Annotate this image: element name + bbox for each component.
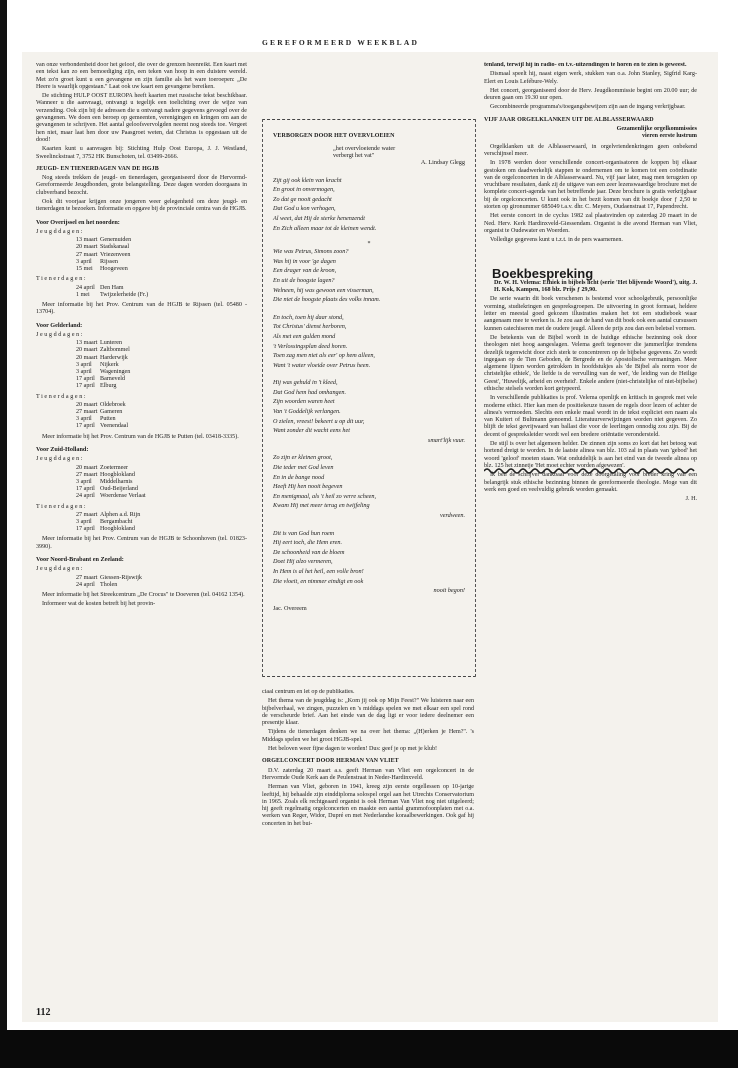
place: Barneveld [100, 376, 126, 383]
date-row [76, 266, 247, 273]
motto-line: verbergt het vat" [333, 151, 375, 159]
stanza [273, 378, 465, 445]
date-row [76, 237, 247, 244]
date: 17 april [76, 383, 95, 390]
poem-line: Zo zijn er kleinen groot, [273, 454, 333, 462]
date-list [76, 340, 247, 390]
date-row [76, 347, 247, 354]
jeugd-label: Jeugddagen: [36, 456, 85, 463]
date-row [76, 423, 247, 430]
date: 20 maart [76, 401, 98, 408]
date-row [76, 292, 247, 299]
date: 13 maart [76, 340, 98, 347]
page-number: 112 [36, 1007, 51, 1018]
section-subtitle: vieren eerste lustrum [641, 133, 697, 140]
poem-line: Al weet, dat Hij de sterke henenzendt [273, 214, 365, 222]
date: 27 maart [76, 511, 98, 518]
paragraph: Kaarten kunt u aanvragen bij: Stichting Hulp Oost Europa, J. J. Westland, Sweelinckstraat 7, 3752 HK Bunschoten, tel. 03499-2666. [36, 146, 247, 160]
date-row [76, 575, 247, 582]
review-title: Boekbespreking [492, 265, 594, 281]
stanza-end: nooit begon! [433, 587, 465, 595]
place: Twijzelerheide (Fr.) [100, 291, 149, 298]
date-row [76, 376, 247, 383]
stanza [273, 176, 465, 234]
date-row [76, 362, 247, 369]
page-header: GEREFORMEERD WEEKBLAD [262, 38, 420, 47]
poem-line: Zijn woorden waren heet [273, 398, 335, 406]
place: Woerdense Verlaat [100, 493, 146, 500]
date-row [76, 479, 247, 486]
poem-line: Hij was gehuld in 't kleed, [273, 379, 338, 387]
paragraph: De stijl is over het algemeen helder. De zinnen zijn soms zo kort dat het betoog wat hortend dreigt te worden. In de laatste alinea van blz. 103 zal in plaats van 'gebod' het woord 'geloof' moeten staan. Wat onduidelijk is aan het eind van de tweede alinea op blz. 125 het zinnetje 'Het moet echter worden afgewezen'. [484, 441, 697, 469]
date: 3 april [76, 361, 92, 368]
poem-line: En Zich alleen maar tot de kleinen wendt. [273, 224, 377, 232]
poem-line: 't Verlossingsplan deed horen. [273, 342, 348, 350]
review-signature: J. H. [685, 496, 697, 503]
place: Gameren [100, 409, 123, 416]
poem-line: Doet Hij alzo vermeren, [273, 558, 333, 566]
date: 17 april [76, 376, 95, 383]
date-row [76, 486, 247, 493]
date-row [76, 252, 247, 259]
poem-line: O zielen, vreest! bekeert u op dit uur, [273, 417, 365, 425]
motto-line: „het overvloeiende water [333, 144, 396, 152]
date: 3 april [76, 478, 92, 485]
date: 17 april [76, 486, 95, 493]
section-subtitle: Gezamenlijke orgelkommissies [616, 126, 697, 133]
paragraph: Herman van Vliet, geboren in 1941, kreeg zijn eerste orgellessen op 10-jarige leeftijd, hij behaalde zijn einddiploma solospel orgel aan het Utrechts Conservatorium in 1965. Zoals elk rechtgeaard organist is ook Herman Van Vliet nog niet uitgeleerd; hij geeft regelmatig orgelconcerten en maakte een aantal grammofoonplaten met o.a. werken van Reger, Widor, Dupré en met Nederlandse koraalbewerkingen. Ook gaf hij concerten in het bui- [262, 784, 474, 827]
motto-source: A. Lindsay Glegg [420, 158, 465, 166]
place: Vriezenveen [100, 251, 131, 258]
stanza [273, 313, 465, 371]
date-row [76, 383, 247, 390]
place: Alphen a.d. Rijn [100, 511, 141, 518]
paragraph: Het thema van de jeugddag is: „Kom jij ook op Mijn Feest?" We luisteren naar een bijbelverhaal, we zingen, puzzelen en 's middags spelen we met elkaar een spel rond de verscheurde brief. Aan het einde van de dag ligt er voor iedere deelnemer een presentje klaar. [262, 698, 474, 727]
date-list [76, 465, 247, 501]
place: Hoogblokland [100, 471, 135, 478]
poem-line: Want 't water vloeide over Petrus heen. [273, 361, 371, 369]
poem-line: Van 't Goddelijk verlangen. [273, 408, 341, 416]
poem-line: Die teder met God leven [273, 464, 334, 472]
poem-line: Dat God u kon verhogen, [273, 205, 336, 213]
paragraph: van onze verbondenheid door het geloof, die over de grenzen heenreikt. Een kaart met een tekst kan zo een bemoediging zijn, een teken van hoop in een duistere wereld. Met zo'n groet kunt u een gevangene en zijn familie als het ware toeroepen: „De Heere is waarlijk opgestaan." Laat ook uw kaart een gevangene bereiken. [36, 62, 247, 90]
poem-line: Zijt gij ook klein van kracht [273, 176, 342, 184]
poem-line: Tot Christus' dienst herboren, [273, 323, 347, 331]
tiener-label: Tienerdagen: [36, 503, 88, 510]
paragraph: Meer informatie bij het Streekcentrum „De Crocus" te Doeveren (tel. 04162 1354). [42, 592, 245, 599]
paragraph: Gecombineerde programma's/toegangsbewijzen zijn aan de ingang verkrijgbaar. [490, 104, 686, 111]
paragraph: Het concert, georganiseerd door de Herv. Jeugdkommissie begint om 20.00 uur; de deuren gaan om 19.30 uur open. [484, 87, 697, 102]
poem-line: En toch, toen hij daar stond, [273, 313, 344, 321]
date-list [76, 402, 247, 431]
scan-bottom-edge [0, 1030, 738, 1068]
date: 24 april [76, 581, 95, 588]
date-row [76, 472, 247, 479]
date: 27 maart [76, 471, 98, 478]
date: 3 april [76, 258, 92, 265]
place: Nijkerk [100, 361, 119, 368]
poem-author: Jac. Overeem [273, 604, 307, 612]
date-row [76, 493, 247, 500]
stanza-end: smart'lijk vuur. [427, 436, 465, 444]
place: Oud-Beijerland [100, 486, 138, 493]
place: Lunteren [100, 340, 122, 347]
date-row [76, 526, 247, 533]
place: Zoetermeer [100, 464, 129, 471]
date-row [76, 409, 247, 416]
date: 27 maart [76, 574, 98, 581]
region-title: Voor Noord-Brabant en Zeeland: [36, 556, 124, 564]
paragraph: Orgelklanken uit de Alblasserwaard, in orgelvriendenkringen geen onbekend verschijnsel meer. [484, 143, 697, 157]
place: Zaltbommel [100, 347, 130, 354]
date: 17 april [76, 423, 95, 430]
poem-line: In Hem is al het heil, een volle bron! [273, 567, 364, 575]
date-list [76, 237, 247, 273]
region-title: Voor Overijssel en het noorden: [36, 218, 120, 226]
poem-line: Zo dat ge nooit gedacht [273, 195, 332, 203]
place: Middelharnis [100, 478, 133, 485]
date-row [76, 519, 247, 526]
date: 13 maart [76, 237, 98, 244]
place: Hoogeveen [100, 266, 128, 273]
section-title: JEUGD- EN TIENERDAGEN VAN DE HGJB [36, 165, 159, 172]
date: 20 maart [76, 464, 98, 471]
poem-line: En uit de hoogste lagen? [273, 276, 335, 284]
poem-line: Hij eert toch, die Hem eren. [273, 539, 343, 547]
date: 3 april [76, 368, 92, 375]
poem-line: En menigmaal, als 't heil zo verre scheen, [273, 492, 376, 500]
jeugd-label: Jeugddagen: [36, 228, 85, 235]
paragraph: De stichting HULP OOST EUROPA heeft kaarten met russische tekst beschikbaar. Wanneer u die aanvraagt, ontvangt u tegelijk een toelichting over de wijze van verzending. Ook zijn bij de adressen die u ontvangt nadere gegevens gevoegd over de gevangenen. We doen een beroep op gemeenten, verenigingen en kringen om aan de gevangenen te schrijven. Het aantal geloofsvervolgden neemt nog steeds toe. Vergeet hen niet, maar laat hen door uw Paasgroet weten, dat Christus is opgestaan uit de dood! [36, 93, 247, 143]
place: Genemuiden [100, 237, 132, 244]
poem-line: Want zonder dit wacht eens het [273, 427, 350, 435]
poem-line: De schoonheid van de bloem [273, 548, 345, 556]
date: 15 mei [76, 266, 93, 273]
poem-line: Was hij in voor 'ge dagen [273, 257, 336, 265]
poem-box [262, 119, 476, 677]
date: 24 april [76, 284, 95, 291]
place: Putten [100, 416, 116, 423]
date-list [76, 285, 247, 299]
poem-line: Kwam Hij met meer terug en twijfeling [273, 502, 370, 510]
section-title: VIJF JAAR ORGELKLANKEN UIT DE ALBLASSERWAARD [484, 116, 654, 123]
place: Elburg [100, 383, 117, 390]
date-list [76, 575, 247, 589]
poem-line: Een drager van de kroon, [273, 267, 337, 275]
column-1 [36, 62, 247, 1007]
place: Oldebroek [100, 401, 126, 408]
poem-line: Dat God hem had omhangen. [273, 388, 347, 396]
paragraph: In verschillende publikaties is prof. Velema openlijk en kritisch in gesprek met vele moderne ethici. Hier kan men de positiekeuze tussen de regels door lezen of achter de alinea's vermoeden. Slechts een enkele maal wordt in de tekst expliciet een naam als van Kuitert of Bultmann genoemd. Literatuurverwijzingen worden niet gegeven. Zo blijft de tekst gevrijwaard van ballast die voor de leerlingen onnodig zou zijn. Bij de decent of gespreksleider wordt wel een bredere oriëntatie verondersteld. [484, 395, 697, 438]
paragraph: Meer informatie bij het Prov. Centrum van de HGJB te Rijssen (tel. 05480 - 13704). [36, 301, 247, 316]
review-reference: Dr. W. H. Velema: Ethiek in bijbels licht (serie 'Het blijvende Woord'), uitg. J. H. Kok, Kampen, 168 blz. Prijs ƒ 29,90. [494, 279, 697, 294]
place: Veenendaal [100, 423, 129, 430]
tiener-label: Tienerdagen: [36, 276, 88, 283]
date: 17 april [76, 526, 95, 533]
poem-line: Welneen, hij was gewoon een visserman, [273, 286, 374, 294]
date: 1 mei [76, 291, 90, 298]
paragraph: Meer informatie bij het Prov. Centrum van de HGJB te Schoonhoven (tel. 01823-3990). [36, 536, 247, 550]
paragraph: Ik ben de schrijver dankbaar voor deze dóórgetaling voor breder kring van een belangrijk stuk ethische bezinning binnen de gereformeerde theologie. Moge van dit werk een goed en veelvuldig gebruik worden gemaakt. [484, 472, 697, 493]
wave-divider [484, 467, 697, 475]
date-row [76, 369, 247, 376]
region-title: Voor Zuid-Holland: [36, 445, 89, 453]
poem-line: Heeft Hij hen nooit begeven [273, 483, 343, 491]
section-title: ORGELCONCERT DOOR HERMAN VAN VLIET [262, 758, 399, 765]
paragraph: Dismaal speelt hij, naast eigen werk, stukken van o.a. John Stanley, Sigfrid Karg-Elert en Louis Lefébure-Wely. [484, 71, 697, 85]
poem-line: Dit is van God hun roem [273, 529, 335, 537]
date-row [76, 355, 247, 362]
date-row [76, 340, 247, 347]
paragraph: D.V. zaterdag 20 maart a.s. geeft Herman van Vliet een orgelconcert in de Hervormde Oude Kerk aan de Peulenstraat in Neder-Hardinxveld. [262, 767, 474, 781]
poem-line: Toen zag men niet als eer' op hem alleen, [273, 352, 375, 360]
stanza [273, 529, 465, 596]
place: Hoogblokland [100, 526, 135, 533]
place: Harderwijk [100, 354, 128, 361]
stanza [273, 247, 465, 305]
date: 27 maart [76, 251, 98, 258]
tiener-label: Tienerdagen: [36, 393, 88, 400]
column-2-lower [262, 689, 474, 1024]
paragraph: Informeer wat de kosten betreft bij het provin- [42, 601, 156, 608]
date-row [76, 416, 247, 423]
poem-line: Als met een gulden mond [273, 332, 336, 340]
poem-title: VERBORGEN DOOR HET OVERVLOEIEN [273, 133, 395, 139]
place: Bergambacht [100, 519, 133, 526]
paragraph: Het eerste concert in de cyclus 1982 zal plaatsvinden op zaterdag 20 maart in de Ned. Herv. Kerk Hardinxveld-Giessendam. Organist is die avond Herman van Vliet, organist te Oudewater en Woerden. [484, 213, 697, 234]
date-row [76, 512, 247, 519]
poem-line: En groot in onvermogen, [273, 186, 335, 194]
ornament: * [367, 241, 371, 248]
scan-edge [0, 0, 7, 1068]
stanza [273, 453, 465, 520]
paragraph: In 1978 werden door verschillende concert-organisatoren de koppen bij elkaar gestoken om daadwerkelijk stappen te ondernemen om te komen tot een coördinatie van de orgelconcerten in de Alblasserwaard. Nu, vijf jaar later, mag men terugzien op vruchtbare resultaten, dank zij de uitgave van een zeer lezenswaardige brochure met de komplete concert-agenda van het betreffende jaar. Deze brochure is gratis verkrijgbaar bij de orgelconcerten. U kunt ook in het bezit komen van dit boekje door ƒ 2,50 te storten op gironummer 685049 t.a.v. dhr. C. Meyers, Oudaenstraat 17, Papendrecht. [484, 160, 697, 211]
paragraph: Nog steeds trekken de jeugd- en tienerdagen, georganiseerd door de Hervormd-Gereformeerde Jeugdbonden, grote belangstelling. Deze dagen worden doorgaans in clubverband bezocht. [36, 175, 247, 196]
date-row [76, 285, 247, 292]
column-3 [484, 62, 697, 1007]
date-row [76, 244, 247, 251]
paragraph: De serie waarin dit boek verschenen is bestemd voor schoolgebruik, persoonlijke vorming, studiekringen en gespreksgroepen. De uitvoering in groot formaat, heldere letter en meestal goed gekozen illustraties maken het tot een studieboek waar aangenaam mee te werken is. Je zou aan de hand van dit boek ook een aantal cursussen kunnen catechiseren met de oudere jeugd. Alleen de prijs zou dan een beletsel vormen. [484, 296, 697, 332]
date: 27 maart [76, 409, 98, 416]
date: 3 april [76, 416, 92, 423]
date: 24 april [76, 493, 95, 500]
place: Tholen [100, 581, 118, 588]
date: 20 maart [76, 354, 98, 361]
stanza-end: verdween. [439, 512, 465, 519]
date-row [76, 259, 247, 266]
place: Den Ham [100, 284, 124, 291]
paragraph: Ook dit voorjaar krijgen onze jongeren weer gelegenheid om deze jeugd- en tienerdagen te bezoeken. Informatie en opgave bij de provinciale centra van de HGJB. [36, 199, 247, 213]
date-list [76, 512, 247, 534]
poem-line: Die niet de hoogste plaats des volks innam. [273, 296, 381, 304]
jeugd-label: Jeugddagen: [36, 566, 85, 573]
date-row [76, 582, 247, 589]
place: Giessen-Rijswijk [100, 574, 142, 581]
place: Wageningen [100, 368, 131, 375]
poem-line: Wie was Petrus, Simons zoon? [273, 248, 349, 256]
date-row [76, 465, 247, 472]
poem-line: En in de bange nood [273, 473, 325, 481]
poem-line: Die vloeit, en nimmer eindigt en ook [273, 577, 364, 585]
jeugd-label: Jeugddagen: [36, 331, 85, 338]
paragraph: ciaal centrum en let op de publikaties. [262, 689, 355, 695]
place: Stadskanaal [100, 244, 130, 251]
paragraph: Volledige gegevens kunt u t.z.t. in de pers waarnemen. [490, 237, 623, 244]
place: Rijssen [100, 258, 118, 265]
paragraph: Tijdens de tienerdagen denken we na over het thema: „(H)erken je Hem?". 's Middags spelen we het groot HGJB-spel. [262, 729, 474, 743]
date: 3 april [76, 519, 92, 526]
region-title: Voor Gelderland: [36, 321, 83, 329]
date: 20 maart [76, 244, 98, 251]
paragraph: tenland, terwijl hij in radio- en t.v.-uitzendingen te horen en te zien is geweest. [484, 62, 687, 68]
date-row [76, 402, 247, 409]
paragraph: De betekenis van de Bijbel wordt in de huidige ethische bezinning ook door theologen niet hoog aangeslagen. Velema geeft tegenover die jammerlijke trendens dezelijk tegenwicht door zich sterk te concentreren op de bijbelse gegevens. Zo wordt ingegaan op de Tien Geboden, de Bergrede en de Apostolische vermaningen. Meer algemene lijnen worden getrokken in hoofdstukjes als 'de Bijbel als norm voor de christelijke ethiek', 'de liefde is de vervulling van de wet', 'de leiding van de Heilige Geest', 'Huwelijk, arbeid en overheid'. Enkele andere (niet-christelijke of niet-bijbelse) ethische stelsels worden kort getypeerd. [484, 334, 697, 392]
date: 20 maart [76, 347, 98, 354]
paragraph: Het beloven weer fijne dagen te worden! Dus: geef je op met je klub! [268, 746, 438, 753]
paragraph: Meer informatie bij het Prov. Centrum van de HGJB te Putten (tel. 03418-3335). [42, 433, 239, 440]
